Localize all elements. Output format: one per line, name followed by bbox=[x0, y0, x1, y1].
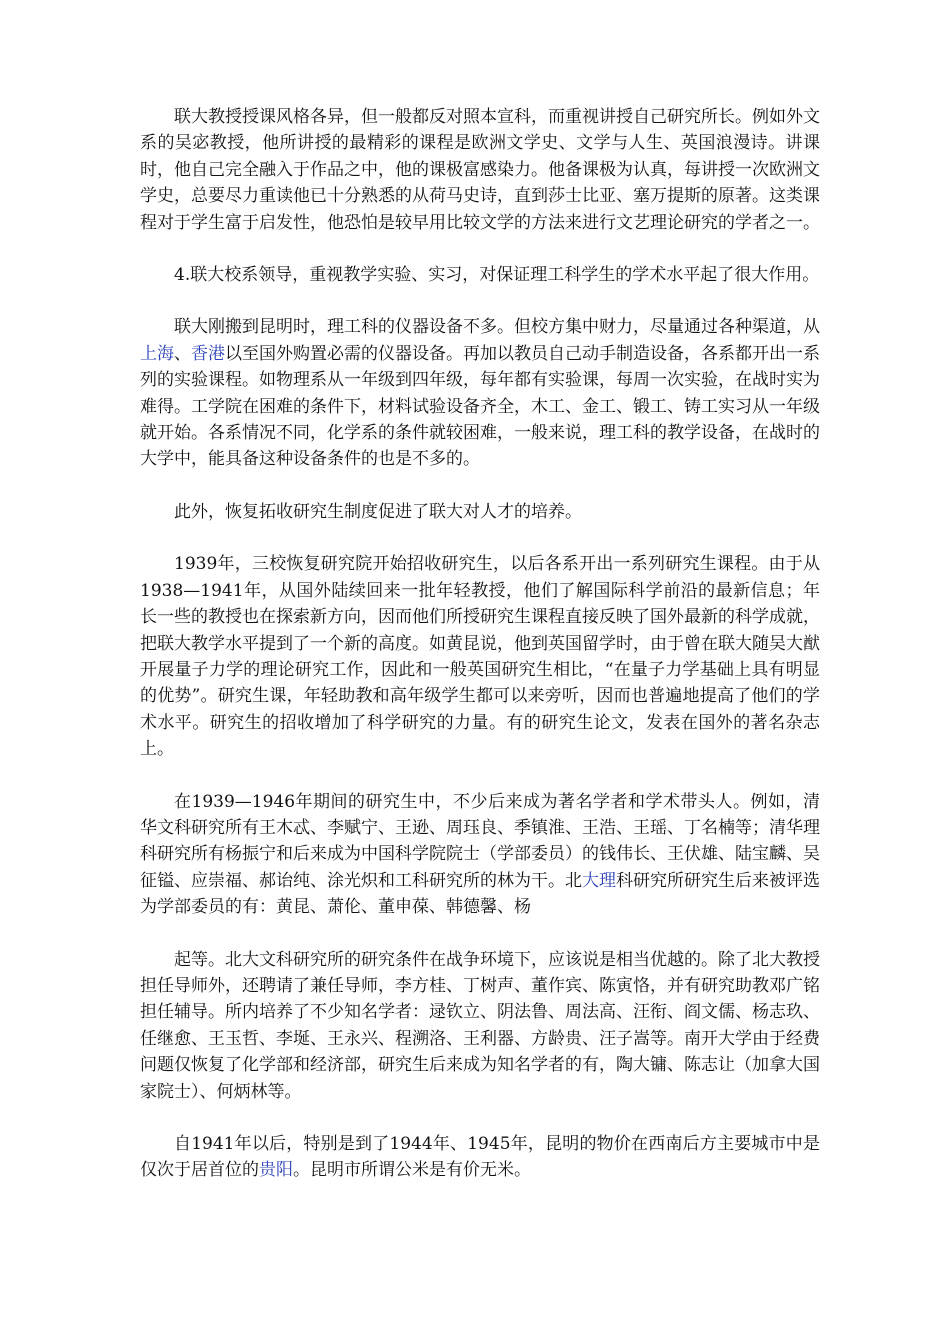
paragraph-text: 在1939—1946年期间的研究生中，不少后来成为著名学者和学术带头人。例如，清华文科研究所有王木忒、李赋宁、王逊、周珏良、季镇淮、王浩、王瑶、丁名楠等；清华理科研究所有杨振宁和后来成为中国科学院院士（学部委员）的钱伟长、王伏雄、陆宝麟、吴征镒、应崇福、郝诒纯、涂光炽和工科研究所的林为干。北 bbox=[140, 791, 820, 891]
paragraph-p4 bbox=[140, 499, 820, 525]
paragraph-text: 。昆明市所谓公米是有价无米。 bbox=[293, 1160, 531, 1181]
hyperlink[interactable]: 上海 bbox=[140, 343, 174, 364]
paragraph-text: 自1941年以后，特别是到了1944年、1945年，昆明的物价在西南后方主要城市中是仅次于居首位的 bbox=[140, 1134, 820, 1181]
paragraph-p7 bbox=[140, 947, 820, 1105]
paragraph-text: 4.联大校系领导，重视教学实验、实习，对保证理工科学生的学术水平起了很大作用。 bbox=[174, 265, 820, 286]
paragraph-p8 bbox=[140, 1131, 820, 1184]
paragraph-p2 bbox=[140, 262, 820, 288]
paragraph-text: 联大刚搬到昆明时，理工科的仪器设备不多。但校方集中财力，尽量通过各种渠道，从 bbox=[174, 317, 820, 338]
paragraph-text: 联大教授授课风格各异，但一般都反对照本宣科，而重视讲授自己研究所长。例如外文系的吴宓教授，他所讲授的最精彩的课程是欧洲文学史、文学与人生、英国浪漫诗。讲课时，他自己完全融入于作品之中，他的课极富感染力。他备课极为认真，每讲授一次欧洲文学史，总要尽力重读他已十分熟悉的从荷马史诗，直到莎士比亚、塞万提斯的原著。这类课程对于学生富于启发性，他恐怕是较早用比较文学的方法来进行文艺理论研究的学者之一。 bbox=[140, 107, 820, 233]
document-body bbox=[140, 104, 820, 1210]
hyperlink[interactable]: 大理 bbox=[582, 870, 616, 891]
paragraph-text: 1939年，三校恢复研究院开始招收研究生，以后各系开出一系列研究生课程。由于从1938—1941年，从国外陆续回来一批年轻教授，他们了解国际科学前沿的最新信息；年长一些的教授也在探索新方向，因而他们所授研究生课程直接反映了国外最新的科学成就，把联大教学水平提到了一个新的高度。如黄昆说，他到英国留学时，由于曾在联大随吴大猷开展量子力学的理论研究工作，因此和一般英国研究生相比，“在量子力学基础上具有明显的优势”。研究生课，年轻助教和高年级学生都可以来旁听，因而也普遍地提高了他们的学术水平。研究生的招收增加了科学研究的力量。有的研究生论文，发表在国外的著名杂志上。 bbox=[140, 554, 820, 760]
paragraph-p5 bbox=[140, 551, 820, 762]
paragraph-p1 bbox=[140, 104, 820, 236]
hyperlink[interactable]: 香港 bbox=[191, 343, 225, 364]
paragraph-p3 bbox=[140, 314, 820, 472]
paragraph-text: 以至国外购置必需的仪器设备。再加以教员自己动手制造设备，各系都开出一系列的实验课程。如物理系从一年级到四年级，每年都有实验课，每周一次实验，在战时实为难得。工学院在困难的条件下，材料试验设备齐全，木工、金工、锻工、铸工实习从一年级就开始。各系情况不同，化学系的条件就较困难，一般来说，理工科的教学设备，在战时的大学中，能具备这种设备条件的也是不多的。 bbox=[140, 343, 820, 470]
paragraph-text: 科研究所研究生后来被评选为学部委员的有：黄昆、萧伦、董申葆、韩德馨、杨 bbox=[140, 870, 820, 918]
paragraph-text: 此外，恢复拓收研究生制度促进了联大对人才的培养。 bbox=[174, 501, 582, 522]
paragraph-text: 起等。北大文科研究所的研究条件在战争环境下，应该说是相当优越的。除了北大教授担任导师外，还聘请了兼任导师，李方桂、丁树声、董作宾、陈寅恪，并有研究助教邓广铭担任辅导。所内培养了不少知名学者：逯钦立、阴法鲁、周法高、汪衔、阎文儒、杨志玖、任继愈、王玉哲、李埏、王永兴、程溯洛、王利器、方龄贵、汪子嵩等。南开大学由于经费问题仅恢复了化学部和经济部，研究生后来成为知名学者的有，陶大镛、陈志让（加拿大国家院士）、何炳林等。 bbox=[140, 949, 820, 1102]
paragraph-p6 bbox=[140, 789, 820, 921]
paragraph-text: 、 bbox=[174, 343, 191, 364]
hyperlink[interactable]: 贵阳 bbox=[259, 1160, 293, 1181]
